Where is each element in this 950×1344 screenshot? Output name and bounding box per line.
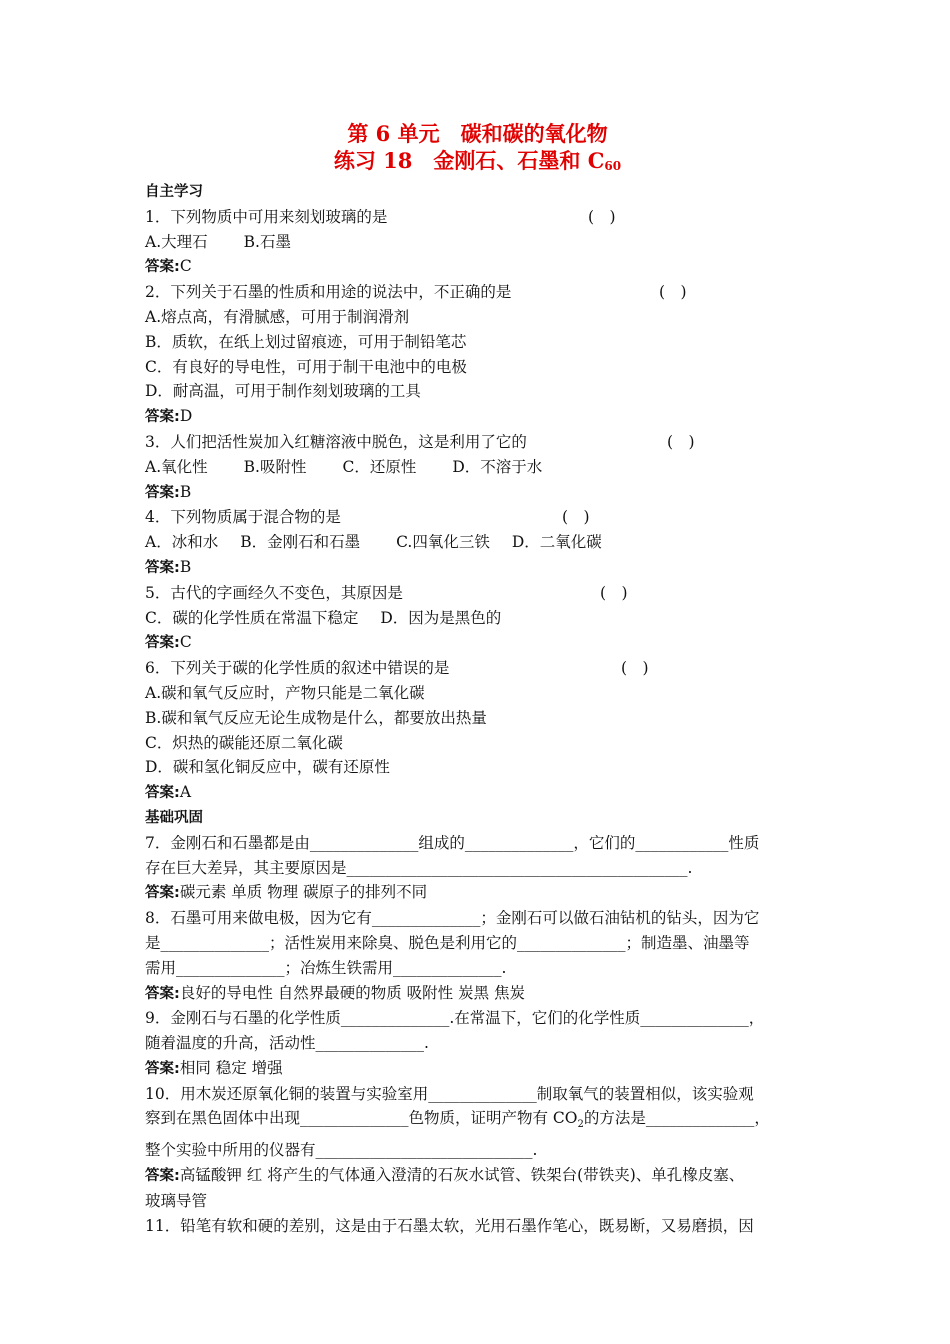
q2-answer-value: D	[179, 407, 193, 426]
q3-option-d: D．不溶于水	[452, 457, 543, 476]
q6-option-b: B.碳和氧气反应无论生成物是什么，都要放出热量	[145, 708, 487, 727]
question-4-answer	[145, 555, 810, 581]
q5-stem-text: 5．古代的字画经久不变色，其原因是	[145, 583, 403, 602]
q1-option-b: B.石墨	[243, 232, 291, 251]
q8-line-3: 需用______________；冶炼生铁需用______________.	[145, 958, 507, 977]
question-5-answer	[145, 630, 810, 656]
question-4-stem	[145, 505, 810, 530]
q8-answer-value: 良好的导电性 自然界最硬的物质 吸附性 炭黑 焦炭	[179, 983, 526, 1002]
q6-paren: ( )	[621, 659, 649, 678]
q5-option-c: C．碳的化学性质在常温下稳定	[145, 608, 359, 627]
q3-stem-text: 3．人们把活性炭加入红糖溶液中脱色，这是利用了它的	[145, 432, 527, 451]
title-line-2	[145, 147, 810, 180]
q9-line-1: 9．金刚石与石墨的化学性质______________.在常温下，它们的化学性质______________，	[145, 1009, 765, 1028]
question-1-options	[145, 230, 810, 255]
section-basic: 基础巩固	[145, 809, 203, 826]
q2-option-a: A.熔点高，有滑腻感，可用于制润滑剂	[145, 307, 410, 326]
question-5-options	[145, 606, 810, 631]
q7-answer-value: 碳元素 单质 物理 碳原子的排列不同	[179, 883, 428, 902]
q4-option-d: D．二氧化碳	[511, 533, 602, 552]
document-page	[145, 120, 810, 1239]
q4-paren: ( )	[562, 508, 590, 527]
title-line-2-main: 练习 18 金刚石、石墨和 C	[333, 148, 605, 173]
q3-answer-value: B	[179, 482, 192, 501]
question-7-answer	[145, 880, 810, 906]
q3-option-b: B.吸附性	[243, 457, 307, 476]
q10-line-2-a: 察到在黑色固体中出现______________色物质，证明产物有 CO	[145, 1109, 578, 1128]
q7-line-2: 存在巨大差异，其主要原因是____________________________________________.	[145, 858, 693, 877]
q1-option-a: A.大理石	[145, 232, 208, 251]
q9-answer-value: 相同 稳定 增强	[179, 1058, 283, 1077]
q5-answer-value: C	[179, 633, 192, 652]
q3-paren: ( )	[667, 432, 695, 451]
q1-answer-value: C	[179, 257, 192, 276]
q5-paren: ( )	[600, 583, 628, 602]
q6-option-a: A.碳和氧气反应时，产物只能是二氧化碳	[145, 683, 425, 702]
question-1-answer	[145, 254, 810, 280]
q4-option-c: C.四氧化三铁	[396, 533, 490, 552]
q2-option-b: B．质软，在纸上划过留痕迹，可用于制铅笔芯	[145, 332, 467, 351]
q2-stem-text: 2．下列关于石墨的性质和用途的说法中，不正确的是	[145, 283, 512, 302]
answer-label: 答案:	[145, 409, 180, 426]
title-line-1: 第 6 单元 碳和碳的氧化物	[347, 121, 608, 146]
q10-line-1: 10．用木炭还原氧化铜的装置与实验室用______________制取氧气的装置相似，该实验观	[145, 1084, 754, 1103]
answer-label: 答案:	[145, 559, 180, 576]
question-2-stem	[145, 280, 810, 305]
q8-line-2: 是______________；活性炭用来除臭、脱色是利用它的______________；制造墨、油墨等	[145, 933, 750, 952]
q6-stem-text: 6．下列关于碳的化学性质的叙述中错误的是	[145, 659, 450, 678]
q3-option-c: C．还原性	[342, 457, 417, 476]
q10-answer-value-2: 玻璃导管	[145, 1191, 208, 1210]
q2-paren: ( )	[659, 283, 687, 302]
q5-option-d: D．因为是黑色的	[380, 608, 502, 627]
q8-line-1: 8．石墨可用来做电极，因为它有______________；金刚石可以做石油钻机的钻头，因为它	[145, 909, 760, 928]
section-self-study: 自主学习	[145, 184, 203, 200]
question-10-answer	[145, 1163, 810, 1189]
q10-line-3: 整个实验中所用的仪器有____________________________.	[145, 1141, 538, 1160]
q4-stem-text: 4．下列物质属于混合物的是	[145, 508, 341, 527]
answer-label: 答案:	[145, 1060, 180, 1077]
q4-answer-value: B	[179, 557, 192, 576]
co2-subscript: 2	[577, 1119, 584, 1131]
question-8-answer	[145, 981, 810, 1007]
answer-label: 答案:	[145, 635, 180, 652]
question-3-answer	[145, 480, 810, 506]
question-9-answer	[145, 1056, 810, 1082]
q9-line-2: 随着温度的升高，活动性______________.	[145, 1034, 429, 1053]
q2-option-c: C．有良好的导电性，可用于制干电池中的电极	[145, 357, 467, 376]
q2-option-d: D．耐高温，可用于制作刻划玻璃的工具	[145, 382, 421, 401]
answer-label: 答案:	[145, 785, 180, 802]
q6-option-c: C．炽热的碳能还原二氧化碳	[145, 733, 343, 752]
q10-line-2	[145, 1106, 810, 1138]
q1-paren: ( )	[588, 207, 616, 226]
answer-label: 答案:	[145, 484, 180, 501]
q4-option-a: A．冰和水	[145, 533, 219, 552]
q6-option-d: D．碳和氢化铜反应中，碳有还原性	[145, 758, 390, 777]
q1-stem-text: 1．下列物质中可用来刻划玻璃的是	[145, 207, 388, 226]
answer-label: 答案:	[145, 885, 180, 902]
answer-label: 答案:	[145, 985, 180, 1002]
answer-label: 答案:	[145, 259, 180, 276]
q7-line-1: 7．金刚石和石墨都是由______________组成的______________，它们的____________性质	[145, 833, 760, 852]
q3-option-a: A.氧化性	[145, 457, 208, 476]
q11-line-1: 11．铅笔有软和硬的差别，这是由于石墨太软，光用石墨作笔心，既易断，又易磨损，因	[145, 1216, 754, 1235]
question-3-stem	[145, 430, 810, 455]
question-6-stem	[145, 656, 810, 681]
question-4-options	[145, 530, 810, 555]
question-3-options	[145, 455, 810, 480]
title-subscript: 60	[604, 159, 622, 173]
q10-answer-value-1: 高锰酸钾 红 将产生的气体通入澄清的石灰水试管、铁架台(带铁夹)、单孔橡皮塞、	[179, 1166, 745, 1185]
question-5-stem	[145, 581, 810, 606]
document-title	[145, 120, 810, 180]
q4-option-b: B．金刚石和石墨	[240, 533, 361, 552]
question-6-answer	[145, 780, 810, 806]
q6-answer-value: A	[179, 783, 192, 802]
question-2-answer	[145, 404, 810, 430]
q10-line-2-b: 的方法是______________，	[583, 1109, 770, 1128]
question-1-stem	[145, 205, 810, 230]
answer-label: 答案:	[145, 1168, 180, 1185]
